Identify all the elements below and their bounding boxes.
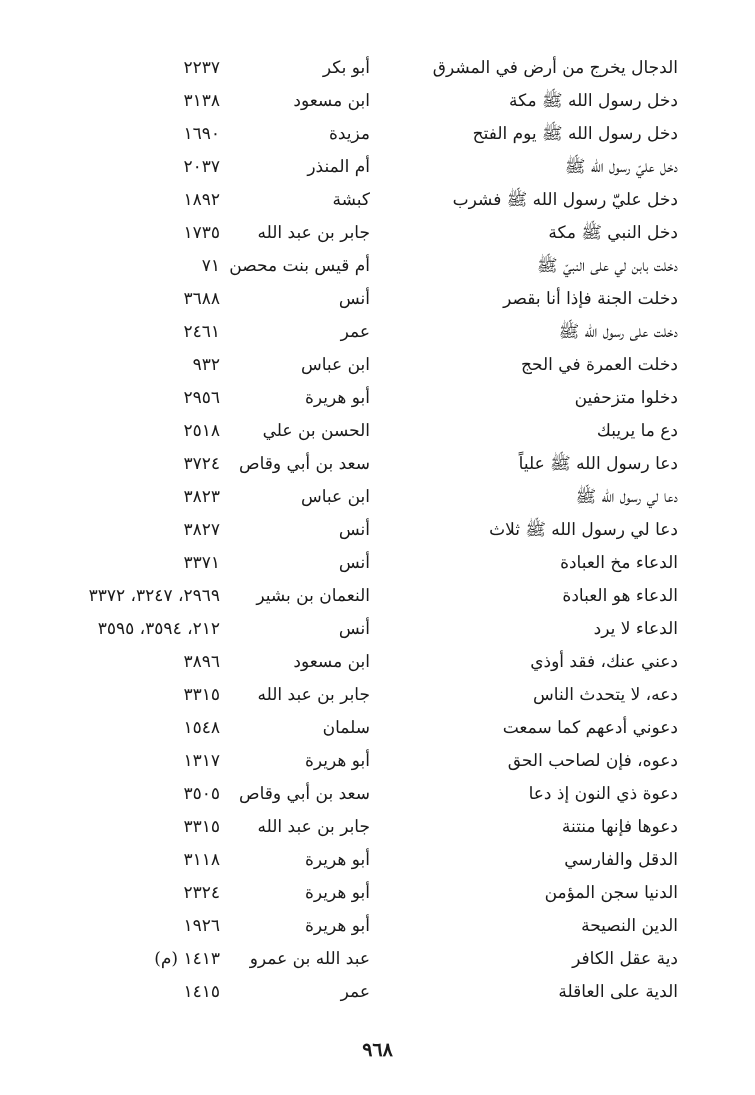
- narrator-name: سلمان: [322, 718, 370, 738]
- index-row: [0, 712, 755, 745]
- hadith-text: الدقل والفارسي: [564, 850, 678, 870]
- narrator-name: أنس: [338, 289, 370, 309]
- narrator-name: جابر بن عبد الله: [257, 817, 370, 837]
- index-row: [0, 613, 755, 646]
- hadith-number: ٣٦٨٨: [183, 289, 220, 309]
- hadith-text: دعا لي رسول الله ﷺ ثلاث: [489, 520, 678, 540]
- narrator-name: سعد بن أبي وقاص: [239, 454, 370, 474]
- hadith-text: دعا رسول الله ﷺ علياً: [518, 454, 678, 474]
- narrator-name: ابن مسعود: [293, 91, 370, 111]
- hadith-text: الدين النصيحة: [581, 916, 678, 936]
- hadith-text: دخلت بابن لي على النبيّ ﷺ: [537, 256, 678, 276]
- narrator-name: أنس: [338, 520, 370, 540]
- narrator-name: كبشة: [332, 190, 370, 210]
- hadith-text: دعا لي رسول الله ﷺ: [575, 487, 678, 507]
- hadith-number: ٣٣٧١: [183, 553, 220, 573]
- narrator-name: النعمان بن بشير: [256, 586, 370, 606]
- hadith-text: دعني عنك، فقد أوذي: [530, 652, 678, 672]
- index-row: [0, 547, 755, 580]
- hadith-text: الدنيا سجن المؤمن: [544, 883, 678, 903]
- narrator-name: جابر بن عبد الله: [257, 685, 370, 705]
- hadith-text: دخل عليّ رسول الله ﷺ فشرب: [452, 190, 678, 210]
- hadith-number: ٩٣٢: [192, 355, 220, 375]
- hadith-text: دخل رسول الله ﷺ يوم الفتح: [472, 124, 678, 144]
- index-row: [0, 778, 755, 811]
- narrator-name: أم المنذر: [307, 157, 370, 177]
- index-row: [0, 217, 755, 250]
- narrator-name: عمر: [340, 982, 370, 1002]
- hadith-number: ٣٥٠٥: [183, 784, 220, 804]
- hadith-number: ٣٣١٥: [183, 817, 220, 837]
- narrator-name: ابن مسعود: [293, 652, 370, 672]
- index-row: [0, 151, 755, 184]
- hadith-text: دخلت على رسول الله ﷺ: [558, 322, 678, 342]
- hadith-number: ٣١١٨: [183, 850, 220, 870]
- hadith-text: دعوني أدعهم كما سمعت: [502, 718, 678, 738]
- index-row: [0, 844, 755, 877]
- hadith-text: دعوة ذي النون إذ دعا: [528, 784, 678, 804]
- hadith-text: الدعاء لا يرد: [593, 619, 678, 639]
- index-row: [0, 283, 755, 316]
- narrator-name: أنس: [338, 619, 370, 639]
- hadith-number: ١٦٩٠: [183, 124, 220, 144]
- narrator-name: سعد بن أبي وقاص: [239, 784, 370, 804]
- index-row: [0, 580, 755, 613]
- index-row: [0, 679, 755, 712]
- narrator-name: أبو هريرة: [304, 883, 370, 903]
- narrator-name: جابر بن عبد الله: [257, 223, 370, 243]
- index-row: [0, 811, 755, 844]
- hadith-text: دخل عليّ رسول الله ﷺ: [564, 157, 678, 177]
- index-row: [0, 85, 755, 118]
- hadith-number: ١٤١٥: [183, 982, 220, 1002]
- hadith-text: دخل النبي ﷺ مكة: [548, 223, 678, 243]
- hadith-number: ١٣١٧: [183, 751, 220, 771]
- hadith-text: الدية على العاقلة: [558, 982, 678, 1002]
- index-row: [0, 943, 755, 976]
- hadith-number: ١٤١٣ (م): [154, 949, 220, 969]
- index-row: [0, 481, 755, 514]
- hadith-number: ٢٣٢٤: [183, 883, 220, 903]
- narrator-name: عبد الله بن عمرو: [249, 949, 370, 969]
- narrator-name: أبو هريرة: [304, 751, 370, 771]
- hadith-number: ٣٨٢٣: [183, 487, 220, 507]
- index-row: [0, 910, 755, 943]
- hadith-number: ٢٤٦١: [183, 322, 220, 342]
- hadith-text: دخل رسول الله ﷺ مكة: [509, 91, 678, 111]
- hadith-text: الدعاء هو العبادة: [562, 586, 678, 606]
- hadith-number: ٢١٢، ٣٥٩٤، ٣٥٩٥: [97, 619, 220, 639]
- narrator-name: ابن عباس: [300, 487, 370, 507]
- hadith-number: ٣٧٢٤: [183, 454, 220, 474]
- narrator-name: ابن عباس: [300, 355, 370, 375]
- hadith-text: دع ما يريبك: [596, 421, 678, 441]
- hadith-number: ٢٥١٨: [183, 421, 220, 441]
- hadith-text: دخلت الجنة فإذا أنا بقصر: [503, 289, 678, 309]
- narrator-name: أنس: [338, 553, 370, 573]
- hadith-text: الدعاء مخ العبادة: [560, 553, 678, 573]
- index-row: [0, 316, 755, 349]
- index-row: [0, 184, 755, 217]
- narrator-name: أم قيس بنت محصن: [229, 256, 370, 276]
- index-row: [0, 448, 755, 481]
- narrator-name: أبو هريرة: [304, 850, 370, 870]
- index-row: [0, 349, 755, 382]
- hadith-number: ٧١: [201, 256, 220, 276]
- hadith-number: ٣٨٢٧: [183, 520, 220, 540]
- narrator-name: أبو بكر: [322, 58, 370, 78]
- page-number: ٩٦٨: [362, 1039, 393, 1061]
- hadith-number: ١٩٢٦: [183, 916, 220, 936]
- hadith-text: الدجال يخرج من أرض في المشرق: [432, 58, 678, 78]
- hadith-number: ١٧٣٥: [183, 223, 220, 243]
- hadith-text: دعوها فإنها منتنة: [561, 817, 678, 837]
- hadith-text: دخلوا متزحفين: [574, 388, 678, 408]
- index-row: [0, 877, 755, 910]
- index-row: [0, 250, 755, 283]
- narrator-name: عمر: [340, 322, 370, 342]
- hadith-number: ٢٠٣٧: [183, 157, 220, 177]
- narrator-name: أبو هريرة: [304, 916, 370, 936]
- narrator-name: مزيدة: [328, 124, 370, 144]
- index-row: [0, 514, 755, 547]
- index-row: [0, 382, 755, 415]
- index-row: [0, 646, 755, 679]
- index-row: [0, 415, 755, 448]
- hadith-number: ١٨٩٢: [183, 190, 220, 210]
- narrator-name: أبو هريرة: [304, 388, 370, 408]
- hadith-number: ٢٩٦٩، ٣٢٤٧، ٣٣٧٢: [88, 586, 220, 606]
- index-row: [0, 745, 755, 778]
- hadith-text: دعه، لا يتحدث الناس: [533, 685, 678, 705]
- hadith-number: ٣١٣٨: [183, 91, 220, 111]
- hadith-number: ٢٩٥٦: [183, 388, 220, 408]
- hadith-text: دخلت العمرة في الحج: [521, 355, 678, 375]
- index-row: [0, 52, 755, 85]
- hadith-number: ٣٨٩٦: [183, 652, 220, 672]
- index-row: [0, 118, 755, 151]
- hadith-index-table: [0, 52, 755, 1009]
- narrator-name: الحسن بن علي: [262, 421, 370, 441]
- hadith-number: ٣٣١٥: [183, 685, 220, 705]
- hadith-text: دعوه، فإن لصاحب الحق: [507, 751, 678, 771]
- hadith-text: دية عقل الكافر: [572, 949, 678, 969]
- index-row: [0, 976, 755, 1009]
- hadith-number: ١٥٤٨: [183, 718, 220, 738]
- hadith-number: ٢٢٣٧: [183, 58, 220, 78]
